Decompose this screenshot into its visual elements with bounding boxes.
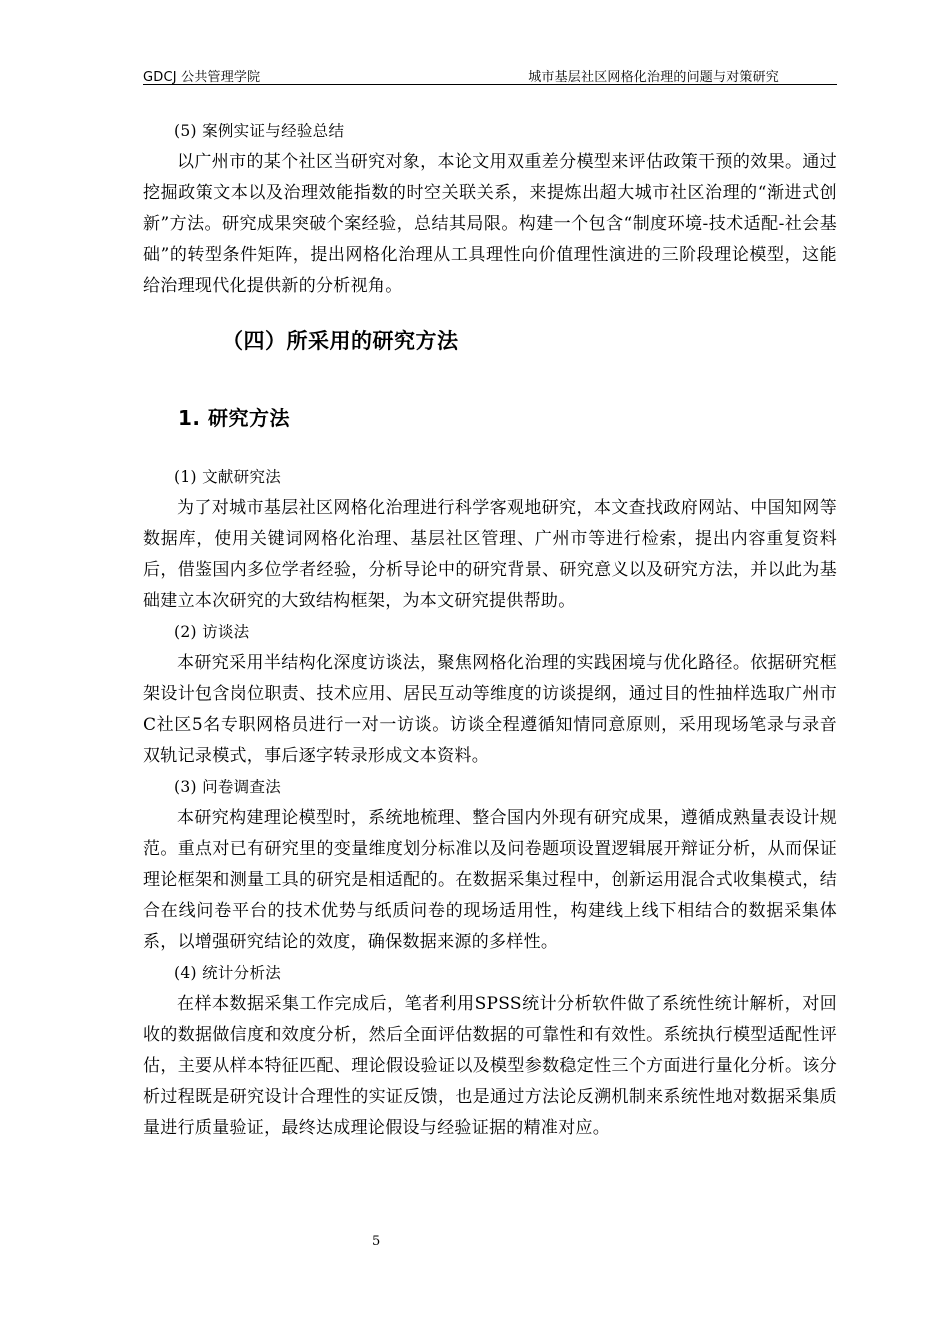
method-1-paragraph: 为了对城市基层社区网格化治理进行科学客观地研究，本文查找政府网站、中国知网等数据库，使用关键词网格化治理、基层社区管理、广州市等进行检索，提出内容重复资料后，借鉴国内多位学者经验，分析导论中的研究背景、研究意义以及研究方法，并以此为基础建立本次研究的大致结构框架，为本文研究提供帮助。 — [143, 498, 837, 611]
header-left-text: GDCJ 公共管理学院 — [143, 70, 261, 85]
method-4-paragraph: 在样本数据采集工作完成后，笔者利用SPSS统计分析软件做了系统性统计解析，对回收的数据做信度和效度分析，然后全面评估数据的可靠性和有效性。系统执行模型适配性评估，主要从样本特征匹配、理论假设验证以及模型参数稳定性三个方面进行量化分析。该分析过程既是研究设计合理性的实证反馈，也是通过方法论反溯机制来系统性地对数据采集质量进行质量验证，最终达成理论假设与经验证据的精准对应。 — [143, 994, 837, 1138]
method-4-title: (4) 统计分析法 — [174, 964, 282, 982]
item-5-paragraph: 以广州市的某个社区当研究对象，本论文用双重差分模型来评估政策干预的效果。通过挖掘政策文本以及治理效能指数的时空关联关系，来提炼出超大城市社区治理的“渐进式创新”方法。研究成果突破个案经验，总结其局限。构建一个包含“制度环境-技术适配-社会基础”的转型条件矩阵，提出网格化治理从工具理性向价值理性演进的三阶段理论模型，这能给治理现代化提供新的分析视角。 — [143, 152, 837, 296]
header-rule — [143, 84, 837, 85]
method-3-title: (3) 问卷调查法 — [174, 778, 282, 796]
page-number: 5 — [372, 1234, 381, 1249]
case-study-block — [143, 116, 837, 302]
method-1-title: (1) 文献研究法 — [174, 468, 282, 486]
method-2-paragraph: 本研究采用半结构化深度访谈法，聚焦网格化治理的实践困境与优化路径。依据研究框架设计包含岗位职责、技术应用、居民互动等维度的访谈提纲，通过目的性抽样选取广州市C社区5名专职网格员进行一对一访谈。访谈全程遵循知情同意原则，采用现场笔录与录音双轨记录模式，事后逐字转录形成文本资料。 — [143, 653, 837, 766]
sub-heading: 1. 研究方法 — [178, 406, 290, 430]
item-5-title: (5) 案例实证与经验总结 — [174, 122, 345, 140]
header-right-text: 城市基层社区网格化治理的问题与对策研究 — [528, 70, 779, 85]
section-heading: （四）所采用的研究方法 — [222, 329, 459, 353]
methods-block — [143, 462, 837, 1144]
method-3-paragraph: 本研究构建理论模型时，系统地梳理、整合国内外现有研究成果，遵循成熟量表设计规范。重点对已有研究里的变量维度划分标准以及问卷题项设置逻辑展开辩证分析，从而保证理论框架和测量工具的研究是相适配的。在数据采集过程中，创新运用混合式收集模式，结合在线问卷平台的技术优势与纸质问卷的现场适用性，构建线上线下相结合的数据采集体系，以增强研究结论的效度，确保数据来源的多样性。 — [143, 808, 837, 952]
method-2-title: (2) 访谈法 — [174, 623, 250, 641]
